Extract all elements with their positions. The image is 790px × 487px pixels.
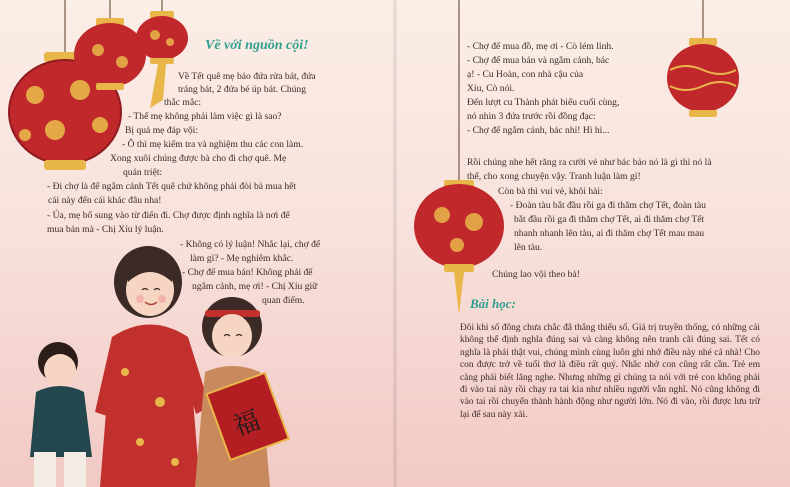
story-line: Xong xuôi chúng được bà cho đi chợ quê. Mẹ bbox=[110, 153, 287, 164]
story-line: làm gì? - Mẹ nghiêm khắc. bbox=[190, 253, 294, 264]
story-line: bắt đầu rồi ga đi thăm chợ Tết, ai đi thăm chợ Tết bbox=[514, 214, 705, 225]
story-line: Bị quả mẹ đáp vội: bbox=[125, 125, 199, 136]
story-line: - Chợ để mua bán! Không phải để bbox=[182, 267, 313, 278]
story-line: ạ! - Cu Hoàn, con nhà cậu của bbox=[467, 69, 584, 80]
story-line: - Chợ để mua đồ, mẹ ơi - Cò lém lỉnh. bbox=[467, 41, 614, 52]
story-line: thắc mắc: bbox=[164, 97, 202, 108]
story-line: thế, cho xong chuyện vậy. Tranh luận làm gì! bbox=[467, 171, 641, 182]
story-line: Còn bà thì vui vẻ, khôi hài: bbox=[498, 186, 603, 197]
story-line: Xíu, Cò nói. bbox=[467, 83, 515, 94]
lesson-title: Bài học: bbox=[470, 296, 516, 311]
story-line: nó nhìn 3 đứa trước rồi đồng đạc: bbox=[467, 111, 596, 122]
story-line: - Không có lý luận! Nhắc lại, chợ để bbox=[180, 239, 321, 250]
story-line: - Chợ để ngắm cảnh, bác nhỉ! Hì hì... bbox=[467, 125, 610, 136]
story-line: - Ủa, mẹ bổ sung vào từ điển đi. Chợ được định nghĩa là nơi để bbox=[47, 210, 290, 221]
story-line: Về Tết quê mẹ bảo đứa rửa bát, đứa bbox=[178, 71, 316, 82]
story-line: quan điểm. bbox=[262, 295, 305, 306]
page-fold bbox=[393, 0, 397, 487]
story-line: Đến lượt cu Thành phát biểu cuối cùng, bbox=[467, 97, 620, 108]
story-line: - Đi chợ là để ngắm cảnh Tết quê chứ không phải đòi bà mua hết bbox=[47, 181, 297, 192]
story-line: Chúng lao vội theo bà! bbox=[492, 269, 580, 280]
story-line: - Thế mẹ không phải làm việc gì là sao? bbox=[128, 111, 282, 122]
story-line: lên tàu. bbox=[514, 242, 543, 253]
story-line: Rồi chúng nhe hết răng ra cười vẻ như bác bảo nó là gì thì nó là bbox=[467, 157, 712, 168]
family-illustration bbox=[0, 242, 300, 487]
banner-calligraphy: 福 bbox=[229, 405, 265, 443]
story-line: cái này đến cái khác đâu nha! bbox=[48, 195, 162, 206]
story-line: - Ô thì mẹ kiểm tra và nghiệm thu các con làm. bbox=[122, 139, 304, 150]
story-title: Về với nguồn cội! bbox=[205, 38, 309, 53]
lesson-text: Đôi khi số đông chưa chắc đã thắng thiểu số. Giá trị truyền thống, có những cái không thể định nghĩa đúng sai và càng không nên tranh cãi đúng sai. Tết có nghĩa là phải thật vui, chúng mình cùng luôn ghi nhớ điều này nhé cả nhà! Cho con được trở về tuổi thơ là điều rất quý. Nhắc nhở con cũng rất cần. Trẻ em càng phải biết lắng nghe. Nhưng những gì chúng ta nói với trẻ con không phải đi vào tai này rồi chạy ra tai kia như nhiều người vẫn nghĩ. Nó cũng không đi vào tai rồi chuyển thành hành động như người lớn. Nó đi vào, rồi được lưu trữ lại để sau này xài. bbox=[460, 323, 760, 420]
story-line: - Chợ để mua bán và ngắm cảnh, bác bbox=[467, 55, 610, 66]
story-line: quán triệt: bbox=[123, 167, 163, 178]
story-line: - Đoàn tàu bắt đầu rồi ga đi thăm chợ Tết, đoàn tàu bbox=[510, 200, 706, 211]
story-line: mua bán mà - Chị Xíu lý luận. bbox=[47, 224, 164, 235]
story-line: tráng bát, 2 đứa bé úp bát. Chúng bbox=[178, 84, 307, 95]
lantern-right-top bbox=[665, 0, 745, 130]
story-line: nhanh nhanh lên tàu, ai đi thăm chợ Tết mau mau bbox=[514, 228, 705, 239]
story-line: ngắm cảnh, mẹ ơi! - Chị Xíu giữ bbox=[192, 281, 318, 292]
